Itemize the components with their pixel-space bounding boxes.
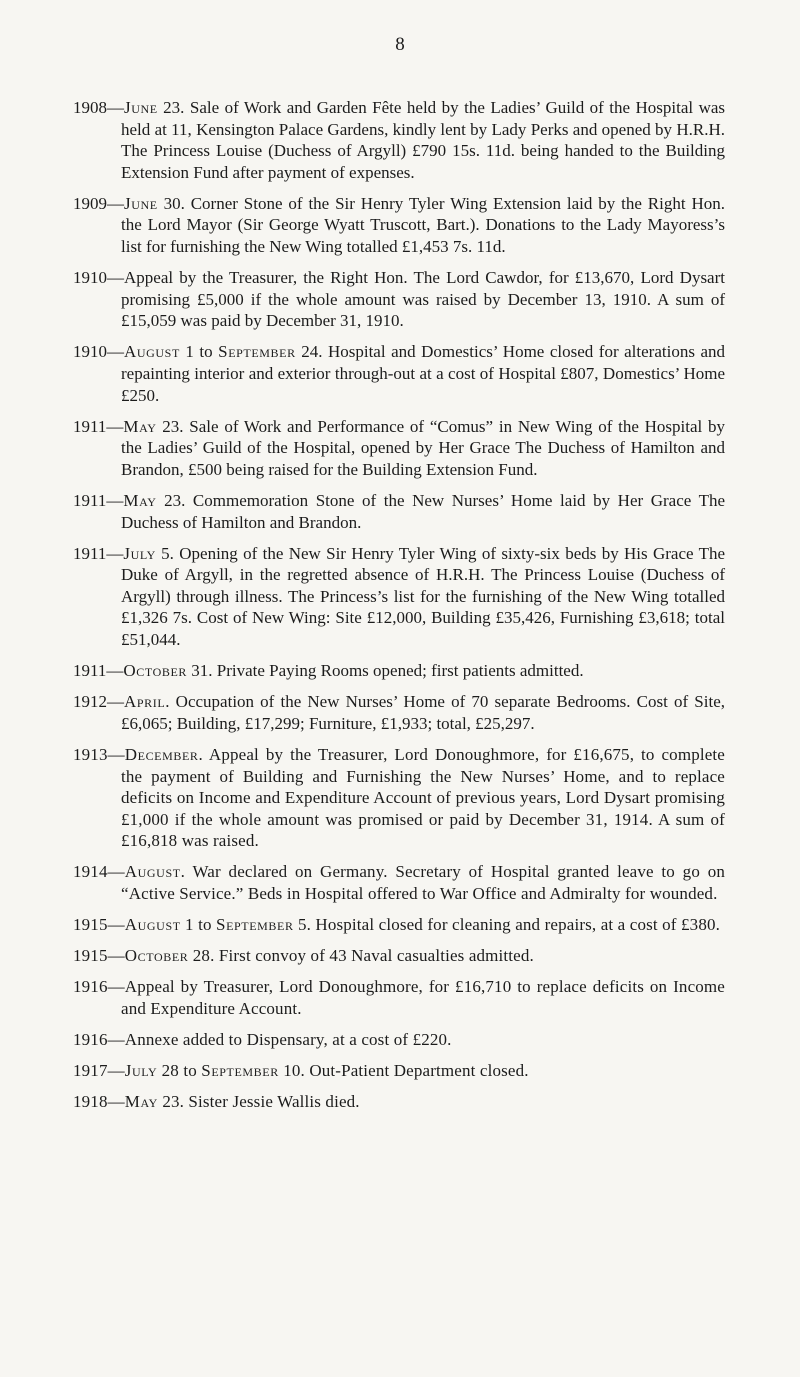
entry-year: 1912 bbox=[73, 692, 107, 712]
entry-year: 1910 bbox=[73, 342, 107, 362]
entry-month-end: September bbox=[218, 342, 296, 362]
entry-date: 23. bbox=[156, 416, 184, 436]
entry-text: Appeal by the Treasurer, the Right Hon. The Lord Cawdor, for £13,670, Lord Dysart promising £5,000 if the whole amount was raised by December 13, 1910. A sum of £15,059 was paid by December 31, 1910. bbox=[121, 268, 725, 331]
entry-text: Private Paying Rooms opened; first patients admitted. bbox=[212, 661, 584, 681]
chronology-entry: 1918—May 23. Sister Jessie Wallis died. bbox=[73, 1092, 360, 1112]
entry-year: 1911 bbox=[73, 416, 107, 436]
entry-year: 1915 bbox=[73, 915, 108, 935]
entry-text: Out-Patient Department closed. bbox=[304, 1061, 529, 1081]
entry-text: First convoy of 43 Naval casualties admitted. bbox=[214, 946, 534, 966]
entry-date-end: 10. bbox=[278, 1061, 305, 1081]
entry-date: 23. bbox=[157, 1092, 185, 1112]
entry-year: 1917 bbox=[73, 1061, 108, 1081]
chronology-entry: 1911—May 23. Sale of Work and Performance of “Comus” in New Wing of the Hospital by the Ladies’ Guild of the Hospital, opened by Her Grace The Duchess of Hamilton and Brandon, £500 being raised for the Building Extension Fund. bbox=[73, 416, 726, 479]
entry-year: 1911 bbox=[73, 661, 107, 681]
entry-text: War declared on Germany. Secretary of Hospital granted leave to go on “Active Service.” Beds in Hospital offered to War Office and Admiralty for wounded. bbox=[121, 862, 725, 903]
entry-text: Corner Stone of the Sir Henry Tyler Wing Extension laid by the Right Hon. the Lord Mayor (Sir George Wyatt Truscott, Bart.). Donations to the Lady Mayoress’s list for furnishing the New Wing totalled £1,453 7s. 11d. bbox=[121, 193, 725, 257]
entry-month: December bbox=[124, 744, 199, 764]
chronology-entry: 1911—October 31. Private Paying Rooms opened; first patients admitted. bbox=[73, 661, 584, 681]
entry-month: August bbox=[124, 862, 181, 882]
entry-date: 28 to bbox=[157, 1061, 202, 1081]
entry-month: April bbox=[124, 692, 166, 712]
entry-date: 30. bbox=[157, 193, 185, 213]
entry-month: June bbox=[124, 193, 158, 213]
entry-date-end: 5. bbox=[293, 915, 312, 935]
entry-year: 1916 bbox=[73, 977, 108, 997]
chronology-entry: 1916—Appeal by Treasurer, Lord Donoughmore, for £16,710 to replace deficits on Income and Expenditure Account. bbox=[73, 977, 725, 1018]
entry-date: . bbox=[165, 692, 170, 712]
entry-text: Annexe added to Dispensary, at a cost of £220. bbox=[124, 1029, 452, 1049]
entry-date: 5. bbox=[155, 543, 174, 563]
entry-year: 1916 bbox=[73, 1029, 108, 1049]
chronology-entry: 1915—August 1 to September 5. Hospital closed for cleaning and repairs, at a cost of £380. bbox=[73, 915, 721, 935]
chronology-entry: 1909—June 30. Corner Stone of the Sir Henry Tyler Wing Extension laid by the Right Hon. the Lord Mayor (Sir George Wyatt Truscott, Bart.). Donations to the Lady Mayoress’s list for furnishing the New Wing totalled £1,453 7s. 11d. bbox=[73, 193, 725, 257]
chronology-entry: 1911—May 23. Commemoration Stone of the New Nurses’ Home laid by Her Grace The Duchess of Hamilton and Brandon. bbox=[73, 491, 726, 532]
entry-date: 28. bbox=[188, 946, 215, 966]
entry-month: May bbox=[124, 1092, 158, 1112]
entry-month: July bbox=[124, 1061, 158, 1081]
entry-date: 1 to bbox=[180, 915, 217, 935]
entry-text: Hospital closed for cleaning and repairs, at a cost of £380. bbox=[311, 915, 721, 935]
entry-text: Commemoration Stone of the New Nurses’ Home laid by Her Grace The Duchess of Hamilton and Brandon. bbox=[121, 491, 726, 532]
entry-year: 1910 bbox=[73, 268, 107, 288]
entry-year: 1909 bbox=[73, 193, 107, 213]
entry-year: 1908 bbox=[73, 98, 107, 117]
entry-text: Hospital and Domestics’ Home closed for alterations and repainting interior and exterior through-out at a cost of Hospital £807, Domestics’ Home £250. bbox=[121, 342, 725, 405]
entry-month: October bbox=[124, 946, 189, 966]
entry-month: October bbox=[123, 661, 187, 681]
chronology-entry: 1914—August. War declared on Germany. Secretary of Hospital granted leave to go on “Active Service.” Beds in Hospital offered to War Office and Admiralty for wounded. bbox=[73, 862, 725, 903]
entry-date: 23. bbox=[156, 491, 186, 510]
chronology-entry: 1910—August 1 to September 24. Hospital and Domestics’ Home closed for alterations and repainting interior and exterior through-out at a cost of Hospital £807, Domestics’ Home £250. bbox=[73, 342, 725, 405]
entry-text: Occupation of the New Nurses’ Home of 70 separate Bedrooms. Cost of Site, £6,065; Building, £17,299; Furniture, £1,933; total, £25,297. bbox=[121, 692, 725, 733]
entry-text: Sale of Work and Performance of “Comus” in New Wing of the Hospital by the Ladies’ Guild of the Hospital, opened by Her Grace The Duchess of Hamilton and Brandon, £500 being raised for the Building Extension Fund. bbox=[121, 416, 726, 479]
entry-month: May bbox=[123, 491, 157, 510]
entry-year: 1915 bbox=[73, 946, 108, 966]
entry-date: 1 to bbox=[179, 342, 219, 362]
entry-date: 23. bbox=[157, 98, 185, 117]
entry-month: June bbox=[124, 98, 158, 117]
chronology-entry: 1916—Annexe added to Dispensary, at a cost of £220. bbox=[73, 1029, 452, 1049]
entry-text: Opening of the New Sir Henry Tyler Wing of sixty-six beds by His Grace The Duke of Argyll, in the regretted absence of H.R.H. The Princess Louise (Duchess of Argyll) through illness. The Princess’s list for the furnishing of the New Wing totalled £1,326 7s. Cost of New Wing: Site £12,000, Building £35,426, Furnishing £3,618; total £51,044. bbox=[121, 543, 725, 650]
entry-month: August bbox=[124, 342, 180, 362]
entry-text: Sister Jessie Wallis died. bbox=[184, 1092, 360, 1112]
entry-date: . bbox=[198, 744, 203, 764]
chronology-entry: 1908—June 23. Sale of Work and Garden Fête held by the Ladies’ Guild of the Hospital was held at 11, Kensington Palace Gardens, kindly lent by Lady Perks and opened by H.R.H. The Princess Louise (Duchess of Argyll) £790 15s. 11d. being handed to the Building Extension Fund after payment of expenses. bbox=[73, 98, 726, 182]
entry-year: 1911 bbox=[73, 543, 107, 563]
entry-year: 1918 bbox=[73, 1092, 108, 1112]
entry-date: . bbox=[180, 862, 186, 882]
chronology-entry: 1915—October 28. First convoy of 43 Naval casualties admitted. bbox=[73, 946, 534, 966]
page-number: 8 bbox=[395, 34, 405, 55]
chronology-entry: 1917—July 28 to September 10. Out-Patient Department closed. bbox=[73, 1061, 529, 1081]
chronology-entry: 1911—July 5. Opening of the New Sir Henry Tyler Wing of sixty-six beds by His Grace The Duke of Argyll, in the regretted absence of H.R.H. The Princess Louise (Duchess of Argyll) through illness. The Princess’s list for the furnishing of the New Wing totalled £1,326 7s. Cost of New Wing: Site £12,000, Building £35,426, Furnishing £3,618; total £51,044. bbox=[73, 543, 725, 650]
chronology-entry: 1912—April. Occupation of the New Nurses’ Home of 70 separate Bedrooms. Cost of Site, £6,065; Building, £17,299; Furniture, £1,933; total, £25,297. bbox=[73, 692, 725, 733]
entry-year: 1914 bbox=[73, 862, 108, 882]
entry-text: Sale of Work and Garden Fête held by the Ladies’ Guild of the Hospital was held at 11, Kensington Palace Gardens, kindly lent by Lady Perks and opened by H.R.H. The Princess Louise (Duchess of Argyll) £790 15s. 11d. being handed to the Building Extension Fund after payment of expenses. bbox=[121, 98, 726, 182]
entry-text: Appeal by the Treasurer, Lord Donoughmore, for £16,675, to complete the payment of Building and Furnishing the New Nurses’ Home, and to replace deficits on Income and Expenditure Account of previous years, Lord Dysart promising £1,000 if the whole amount was promised or paid by December 31, 1914. A sum of £16,818 was raised. bbox=[121, 744, 725, 851]
entry-text: Appeal by Treasurer, Lord Donoughmore, for £16,710 to replace deficits on Income and Expenditure Account. bbox=[121, 977, 725, 1018]
entry-month-end: September bbox=[201, 1061, 279, 1081]
entry-month-end: September bbox=[216, 915, 294, 935]
chronology-entry: 1910—Appeal by the Treasurer, the Right Hon. The Lord Cawdor, for £13,670, Lord Dysart promising £5,000 if the whole amount was raised by December 13, 1910. A sum of £15,059 was paid by December 31, 1910. bbox=[73, 268, 725, 331]
entry-year: 1911 bbox=[73, 491, 107, 510]
entry-month: May bbox=[123, 416, 157, 436]
entry-year: 1913 bbox=[73, 744, 108, 764]
entry-month: August bbox=[124, 915, 181, 935]
entry-date-end: 24. bbox=[295, 342, 323, 362]
entry-month: July bbox=[123, 543, 156, 563]
chronology-list bbox=[73, 97, 725, 1122]
entry-date: 31. bbox=[186, 661, 213, 681]
chronology-entry: 1913—December. Appeal by the Treasurer, Lord Donoughmore, for £16,675, to complete the payment of Building and Furnishing the New Nurses’ Home, and to replace deficits on Income and Expenditure Account of previous years, Lord Dysart promising £1,000 if the whole amount was promised or paid by December 31, 1914. A sum of £16,818 was raised. bbox=[73, 744, 725, 851]
